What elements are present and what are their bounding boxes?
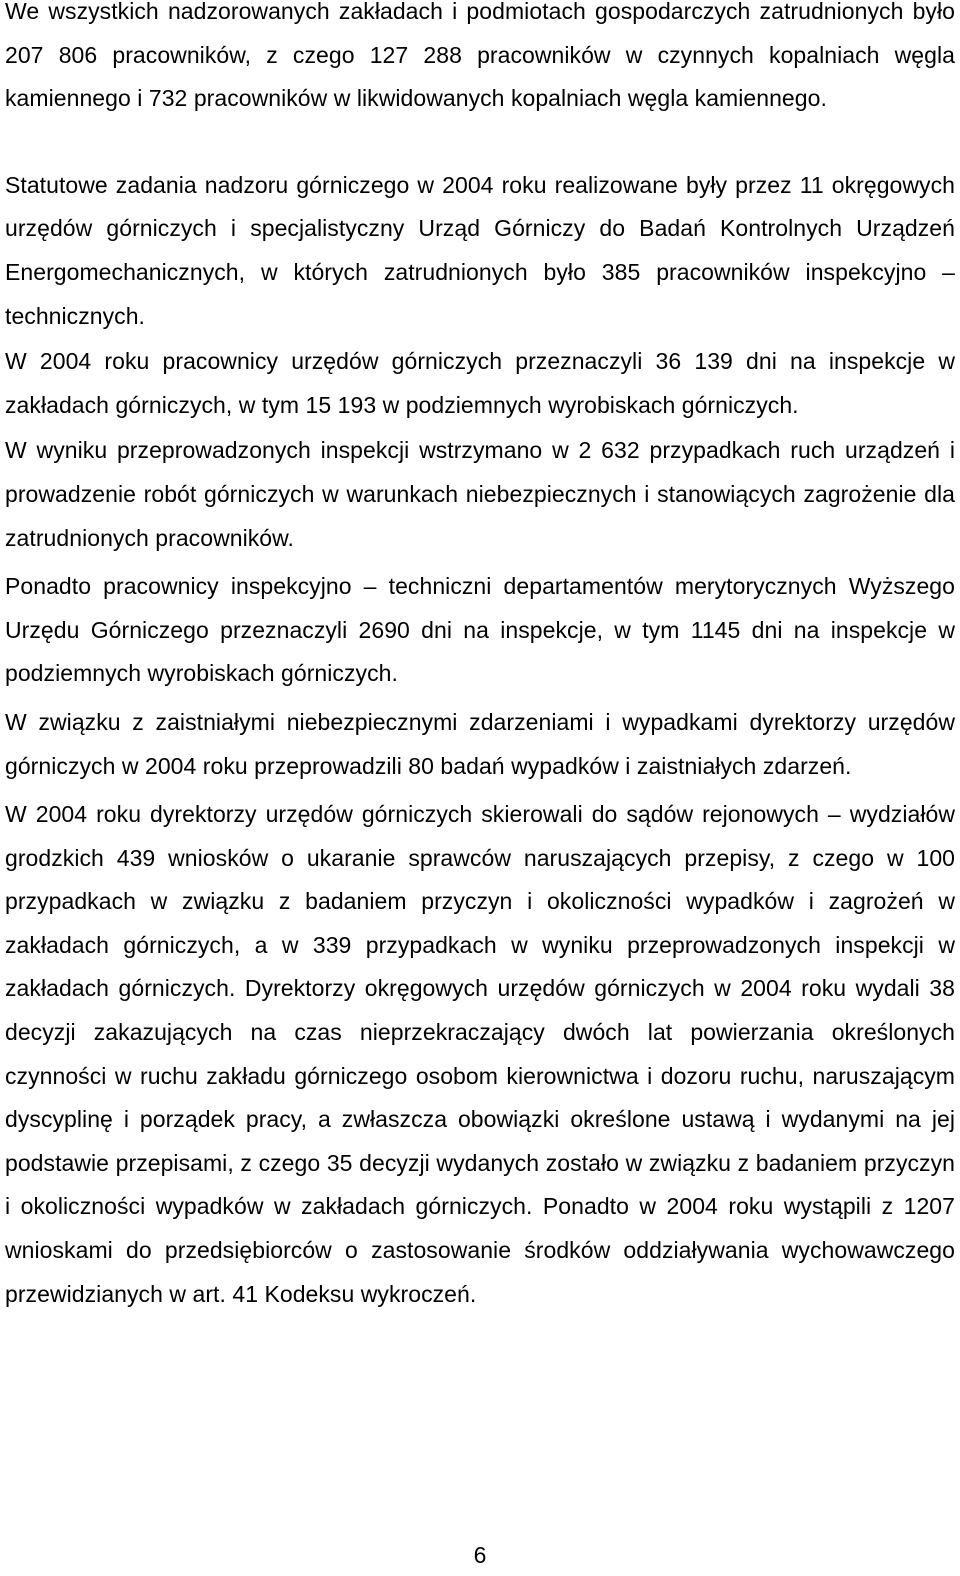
paragraph-court-motions: W 2004 roku dyrektorzy urzędów górniczych skierowali do sądów rejonowych – wydziałów grodzkich 439 wniosków o ukaranie sprawców naruszających przepisy, z czego w 100 przypadkach w związku z badaniem przyczyn i okoliczności wypadków i zagrożeń w zakładach górniczych, a w 339 przypadkach w wyniku przeprowadzonych inspekcji w zakładach górniczych. Dyrektorzy okręgowych urzędów górniczych w 2004 roku wydali 38 decyzji zakazujących na czas nieprzekraczający dwóch lat powierzania określonych czynności w ruchu zakładu górniczego osobom kierownictwa i dozoru ruchu, naruszającym dyscyplinę i porządek pracy, a zwłaszcza obowiązki określone ustawą i wydanymi na jej podstawie przepisami, z czego 35 decyzji wydanych zostało w związku z badaniem przyczyn i okoliczności wypadków w zakładach górniczych. Ponadto w 2004 roku wystąpili z 1207 wnioskami do przedsiębiorców o zastosowanie środków oddziaływania wychowawczego przewidzianych w art. 41 Kodeksu wykroczeń. [5,801,955,1307]
paragraph-employment: We wszystkich nadzorowanych zakładach i podmiotach gospodarczych zatrudnionych było 207 806 pracowników, z czego 127 288 pracowników w czynnych kopalniach węgla kamiennego i 732 pracowników w likwidowanych kopalniach węgla kamiennego. [5,0,955,112]
paragraph-accident-investigations: W związku z zaistniałymi niebezpiecznymi zdarzeniami i wypadkami dyrektorzy urzędów górniczych w 2004 roku przeprowadzili 80 badań wypadków i zaistniałych zdarzeń. [5,708,955,779]
page-number: 6 [473,1542,487,1568]
paragraph-statutory-tasks: Statutowe zadania nadzoru górniczego w 2004 roku realizowane były przez 11 okręgowych urzędów górniczych i specjalistyczny Urząd Górniczy do Badań Kontrolnych Urządzeń Energomechanicznych, w których zatrudnionych było 385 pracowników inspekcyjno – technicznych. [5,171,955,329]
paragraph-wug-inspections: Ponadto pracownicy inspekcyjno – techniczni departamentów merytorycznych Wyższego Urzędu Górniczego przeznaczyli 2690 dni na inspekcje, w tym 1145 dni na inspekcje w podziemnych wyrobiskach górniczych. [5,573,955,687]
document-body [5,0,955,1316]
paragraph-suspensions: W wyniku przeprowadzonych inspekcji wstrzymano w 2 632 przypadkach ruch urządzeń i prowadzenie robót górniczych w warunkach niebezpiecznych i stanowiących zagrożenie dla zatrudnionych pracowników. [5,437,955,551]
paragraph-inspection-days: W 2004 roku pracownicy urzędów górniczych przeznaczyli 36 139 dni na inspekcje w zakładach górniczych, w tym 15 193 w podziemnych wyrobiskach górniczych. [5,348,955,418]
